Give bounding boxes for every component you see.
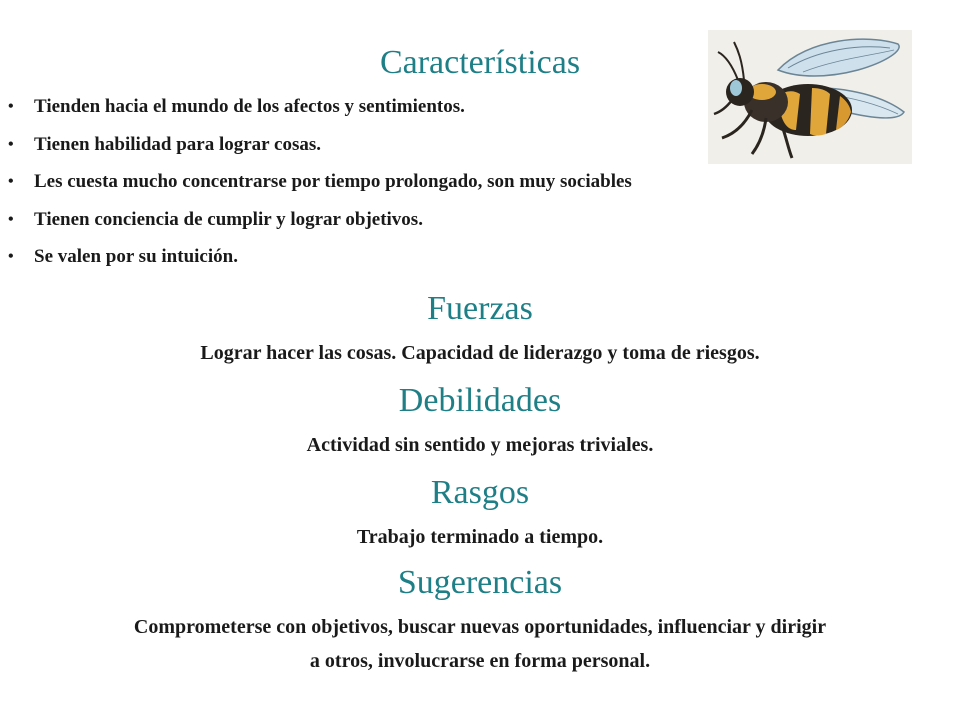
list-item-text: Les cuesta mucho concentrarse por tiempo prolongado, son muy sociables [34,171,632,192]
bullet-icon: • [8,98,14,115]
list-item-text: Tienen habilidad para lograr cosas. [34,133,321,155]
debilidades-heading: Debilidades [398,382,562,419]
list-item [0,201,940,239]
list-item [0,238,940,276]
fuerzas-heading: Fuerzas [427,290,533,327]
list-item [0,126,940,164]
debilidades-text: Actividad sin sentido y mejoras triviales. [306,434,654,456]
fuerzas-text: Lograr hacer las cosas. Capacidad de liderazgo y toma de riesgos. [200,342,760,364]
caracteristicas-heading: Características [379,44,581,81]
list-item [0,163,940,201]
bullet-icon: • [8,173,14,190]
list-item [0,88,940,126]
rasgos-heading: Rasgos [430,474,530,511]
caracteristicas-list [0,88,940,276]
sugerencias-text-line1: Comprometerse con objetivos, buscar nuevas oportunidades, influenciar y dirigir [133,616,827,638]
bullet-icon: • [8,135,14,153]
rasgos-text: Trabajo terminado a tiempo. [356,526,604,548]
bullet-icon: • [8,210,14,228]
sugerencias-text-line2: a otros, involucrarse en forma personal. [309,650,651,672]
list-item-text: Tienen conciencia de cumplir y lograr objetivos. [34,208,423,230]
list-item-text: Se valen por su intuición. [34,246,238,267]
list-item-text: Tienden hacia el mundo de los afectos y sentimientos. [34,96,465,117]
sugerencias-heading: Sugerencias [397,564,563,601]
bullet-icon: • [8,248,14,265]
